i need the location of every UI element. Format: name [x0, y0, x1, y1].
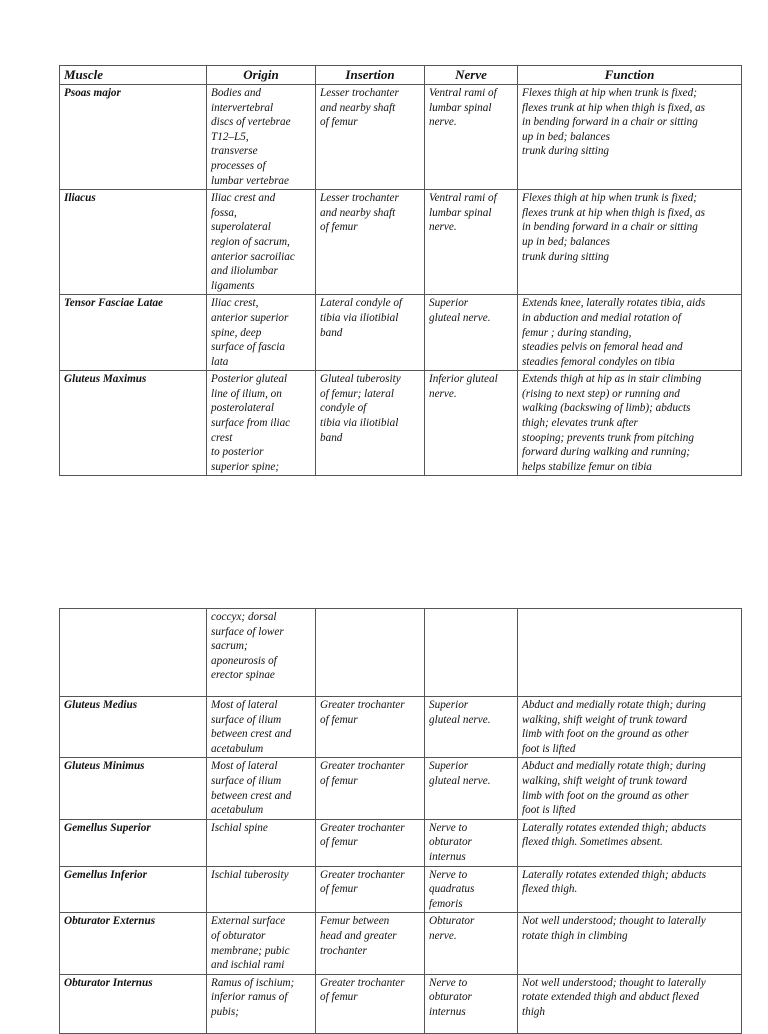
muscle-name-cell: Gemellus Inferior: [60, 866, 207, 913]
nerve-line: femoris: [429, 897, 463, 910]
function-line: Laterally rotates extended thigh; abducts: [522, 868, 707, 881]
insertion-cell: [316, 295, 425, 371]
table-row: [60, 609, 742, 697]
origin-line: acetabulum: [211, 804, 264, 817]
origin-line: line of ilium, on: [211, 387, 282, 400]
origin-cell: [207, 974, 316, 1033]
table-row: [60, 974, 742, 1033]
origin-cell: [207, 758, 316, 819]
nerve-line: Obturator: [429, 915, 475, 928]
muscle-name-cell: Gluteus Maximus: [60, 371, 207, 476]
insertion-cell: [316, 758, 425, 819]
function-line: in abduction and medial rotation of: [522, 311, 682, 324]
origin-line: fossa,: [211, 206, 237, 219]
origin-line: posterolateral: [211, 402, 274, 415]
insertion-line: of femur: [320, 713, 358, 726]
insertion-line: Greater trochanter: [320, 699, 405, 711]
origin-line: region of sacrum,: [211, 235, 290, 248]
nerve-cell: [425, 819, 518, 866]
insertion-line: Greater trochanter: [320, 868, 405, 881]
function-line: in bending forward in a chair or sitting: [522, 221, 698, 234]
origin-line: Bodies and: [211, 87, 262, 99]
origin-line: External surface: [211, 915, 286, 928]
origin-line: crest: [211, 431, 233, 444]
function-line: flexes trunk at hip when thigh is fixed, as: [522, 101, 706, 114]
insertion-line: band: [320, 326, 343, 339]
insertion-cell: [316, 697, 425, 758]
table-row: [60, 819, 742, 866]
function-line: Laterally rotates extended thigh; abducts: [522, 821, 707, 834]
function-line: thigh: [522, 1005, 545, 1018]
origin-line: lata: [211, 355, 229, 368]
insertion-line: Lesser trochanter: [320, 87, 399, 99]
origin-cell: [207, 913, 316, 974]
nerve-cell: [425, 697, 518, 758]
header-nerve: Nerve: [425, 66, 518, 85]
function-line: Extends knee, laterally rotates tibia, aids: [522, 297, 706, 310]
header-insertion: Insertion: [316, 66, 425, 85]
nerve-cell: [425, 758, 518, 819]
nerve-line: obturator: [429, 836, 472, 849]
insertion-cell: [316, 190, 425, 295]
nerve-cell: [425, 371, 518, 476]
origin-cell: [207, 190, 316, 295]
function-cell: [518, 609, 742, 697]
nerve-line: obturator: [429, 991, 472, 1004]
origin-cell: [207, 697, 316, 758]
nerve-line: Nerve to: [429, 821, 468, 834]
origin-line: membrane; pubic: [211, 944, 290, 957]
nerve-line: lumbar spinal: [429, 206, 492, 219]
function-line: Not well understood; thought to laterally: [522, 915, 706, 928]
origin-line: superolateral: [211, 221, 271, 234]
origin-line: T12–L5,: [211, 130, 249, 143]
function-line: limb with foot on the ground as other: [522, 728, 689, 741]
function-line: (rising to next step) or running and: [522, 387, 680, 400]
nerve-line: Superior: [429, 699, 469, 711]
origin-cell: [207, 85, 316, 190]
function-line: walking, shift weight of trunk toward: [522, 713, 687, 726]
insertion-line: band: [320, 431, 343, 444]
function-line: foot is lifted: [522, 742, 576, 755]
insertion-line: of femur: [320, 991, 358, 1004]
origin-line: intervertebral: [211, 101, 274, 114]
insertion-line: Femur between: [320, 915, 390, 928]
function-line: steadies pelvis on femoral head and: [522, 341, 683, 354]
nerve-line: gluteal nerve.: [429, 311, 491, 324]
function-cell: [518, 819, 742, 866]
origin-line: surface of ilium: [211, 713, 282, 726]
insertion-line: and nearby shaft: [320, 101, 396, 114]
origin-line: surface of ilium: [211, 774, 282, 787]
insertion-cell: [316, 913, 425, 974]
nerve-line: gluteal nerve.: [429, 713, 491, 726]
origin-line: processes of: [211, 159, 266, 172]
muscle-table-top: [59, 65, 742, 476]
insertion-line: and nearby shaft: [320, 206, 396, 219]
header-row: [60, 66, 742, 85]
function-cell: [518, 697, 742, 758]
nerve-line: Ventral rami of: [429, 87, 497, 99]
origin-line: erector spinae: [211, 669, 275, 682]
function-cell: [518, 974, 742, 1033]
origin-line: spine, deep: [211, 326, 262, 339]
origin-line: and ischial rami: [211, 959, 285, 972]
muscle-name-cell: Tensor Fasciae Latae: [60, 295, 207, 371]
insertion-cell: [316, 85, 425, 190]
muscle-name-cell: Gluteus Minimus: [60, 758, 207, 819]
insertion-line: of femur: [320, 883, 358, 896]
origin-line: Ischial tuberosity: [211, 868, 289, 881]
nerve-line: Nerve to: [429, 868, 468, 881]
origin-line: surface of lower: [211, 625, 284, 638]
insertion-line: Lesser trochanter: [320, 192, 399, 205]
muscle-name-cell: [60, 609, 207, 697]
table-row: [60, 913, 742, 974]
function-line: foot is lifted: [522, 804, 576, 817]
muscle-name-cell: Psoas major: [60, 85, 207, 190]
origin-line: coccyx; dorsal: [211, 611, 277, 623]
origin-line: aponeurosis of: [211, 654, 277, 667]
function-line: trunk during sitting: [522, 145, 610, 158]
origin-line: acetabulum: [211, 742, 264, 755]
function-line: Not well understood; thought to laterally: [522, 976, 706, 989]
muscle-name-cell: Gemellus Superior: [60, 819, 207, 866]
insertion-cell: [316, 974, 425, 1033]
origin-line: Posterior gluteal: [211, 373, 288, 386]
origin-line: Iliac crest,: [211, 297, 259, 310]
origin-cell: [207, 295, 316, 371]
header-muscle: Muscle: [60, 66, 207, 85]
origin-cell: [207, 371, 316, 476]
insertion-line: Gluteal tuberosity: [320, 373, 401, 386]
function-line: Flexes thigh at hip when trunk is fixed;: [522, 192, 697, 205]
origin-line: superior spine;: [211, 460, 280, 473]
origin-line: ligaments: [211, 279, 255, 292]
origin-line: Ramus of ischium;: [211, 976, 295, 989]
table-row: [60, 85, 742, 190]
function-line: rotate extended thigh and abduct flexed: [522, 991, 699, 1004]
origin-cell: [207, 609, 316, 697]
function-cell: [518, 190, 742, 295]
table-row: [60, 371, 742, 476]
nerve-line: lumbar spinal: [429, 101, 492, 114]
nerve-line: internus: [429, 850, 466, 863]
nerve-cell: [425, 609, 518, 697]
insertion-line: of femur: [320, 774, 358, 787]
nerve-line: nerve.: [429, 387, 457, 400]
origin-line: anterior sacroiliac: [211, 250, 295, 263]
origin-line: between crest and: [211, 789, 292, 802]
function-line: flexes trunk at hip when thigh is fixed, as: [522, 206, 706, 219]
header-origin: Origin: [207, 66, 316, 85]
nerve-cell: [425, 913, 518, 974]
nerve-cell: [425, 974, 518, 1033]
nerve-line: quadratus: [429, 883, 475, 896]
insertion-line: tibia via iliotibial: [320, 417, 399, 430]
function-cell: [518, 758, 742, 819]
insertion-line: Greater trochanter: [320, 821, 405, 834]
function-line: flexed thigh. Sometimes absent.: [522, 836, 663, 849]
function-line: limb with foot on the ground as other: [522, 789, 689, 802]
nerve-line: internus: [429, 1005, 466, 1018]
function-line: thigh; elevates trunk after: [522, 417, 638, 430]
nerve-line: Ventral rami of: [429, 192, 497, 205]
origin-cell: [207, 866, 316, 913]
insertion-cell: [316, 371, 425, 476]
insertion-line: trochanter: [320, 944, 367, 957]
function-line: helps stabilize femur on tibia: [522, 460, 652, 473]
function-line: Abduct and medially rotate thigh; during: [522, 760, 706, 773]
nerve-line: Nerve to: [429, 976, 468, 989]
function-line: in bending forward in a chair or sitting: [522, 116, 698, 129]
function-line: flexed thigh.: [522, 883, 578, 896]
insertion-line: of femur: [320, 836, 358, 849]
nerve-line: nerve.: [429, 929, 457, 942]
origin-line: sacrum;: [211, 640, 248, 653]
muscle-name-cell: Obturator Externus: [60, 913, 207, 974]
origin-line: Ischial spine: [211, 821, 268, 834]
muscle-name-cell: Iliacus: [60, 190, 207, 295]
table-row: [60, 295, 742, 371]
muscle-name-cell: Obturator Internus: [60, 974, 207, 1033]
insertion-line: Greater trochanter: [320, 760, 405, 773]
origin-line: inferior ramus of: [211, 991, 288, 1004]
function-line: Flexes thigh at hip when trunk is fixed;: [522, 87, 697, 99]
origin-line: discs of vertebrae: [211, 116, 291, 129]
function-line: up in bed; balances: [522, 235, 610, 248]
nerve-cell: [425, 85, 518, 190]
function-line: trunk during sitting: [522, 250, 610, 263]
function-line: Abduct and medially rotate thigh; during: [522, 699, 706, 711]
function-cell: [518, 371, 742, 476]
nerve-line: Superior: [429, 297, 469, 310]
insertion-cell: [316, 609, 425, 697]
function-line: up in bed; balances: [522, 130, 610, 143]
nerve-line: nerve.: [429, 116, 457, 129]
nerve-cell: [425, 295, 518, 371]
nerve-cell: [425, 866, 518, 913]
table-row: [60, 190, 742, 295]
function-cell: [518, 295, 742, 371]
origin-line: Iliac crest and: [211, 192, 276, 205]
nerve-line: Superior: [429, 760, 469, 773]
insertion-line: Lateral condyle of: [320, 297, 403, 310]
function-line: femur ; during standing,: [522, 326, 632, 339]
origin-line: Most of lateral: [211, 760, 278, 773]
insertion-line: head and greater: [320, 929, 397, 942]
origin-line: of obturator: [211, 929, 266, 942]
origin-cell: [207, 819, 316, 866]
origin-line: between crest and: [211, 728, 292, 741]
insertion-cell: [316, 866, 425, 913]
origin-line: anterior superior: [211, 311, 289, 324]
nerve-line: nerve.: [429, 221, 457, 234]
origin-line: and iliolumbar: [211, 265, 278, 278]
nerve-cell: [425, 190, 518, 295]
function-cell: [518, 866, 742, 913]
insertion-line: condyle of: [320, 402, 367, 415]
origin-line: Most of lateral: [211, 699, 278, 711]
header-function: Function: [518, 66, 742, 85]
nerve-line: Inferior gluteal: [429, 373, 498, 386]
origin-line: lumbar vertebrae: [211, 174, 289, 187]
insertion-line: of femur: [320, 221, 358, 234]
muscle-name-cell: Gluteus Medius: [60, 697, 207, 758]
function-line: rotate thigh in climbing: [522, 929, 628, 942]
table-row: [60, 697, 742, 758]
function-cell: [518, 85, 742, 190]
origin-line: transverse: [211, 145, 258, 158]
insertion-line: tibia via iliotibial: [320, 311, 399, 324]
origin-line: to posterior: [211, 446, 264, 459]
table-row: [60, 866, 742, 913]
insertion-line: of femur: [320, 116, 358, 129]
origin-line: surface from iliac: [211, 417, 291, 430]
function-line: walking (backswing of limb); abducts: [522, 402, 691, 415]
muscle-table-bottom: [59, 608, 742, 1034]
function-line: steadies femoral condyles on tibia: [522, 355, 675, 368]
origin-line: pubis;: [211, 1005, 239, 1018]
insertion-cell: [316, 819, 425, 866]
insertion-line: Greater trochanter: [320, 976, 405, 989]
function-cell: [518, 913, 742, 974]
insertion-line: of femur; lateral: [320, 387, 394, 400]
table-row: [60, 758, 742, 819]
origin-line: surface of fascia: [211, 341, 285, 354]
nerve-line: gluteal nerve.: [429, 774, 491, 787]
function-line: walking, shift weight of trunk toward: [522, 774, 687, 787]
function-line: stooping; prevents trunk from pitching: [522, 431, 694, 444]
function-line: forward during walking and running;: [522, 446, 691, 459]
function-line: Extends thigh at hip as in stair climbing: [522, 373, 702, 386]
